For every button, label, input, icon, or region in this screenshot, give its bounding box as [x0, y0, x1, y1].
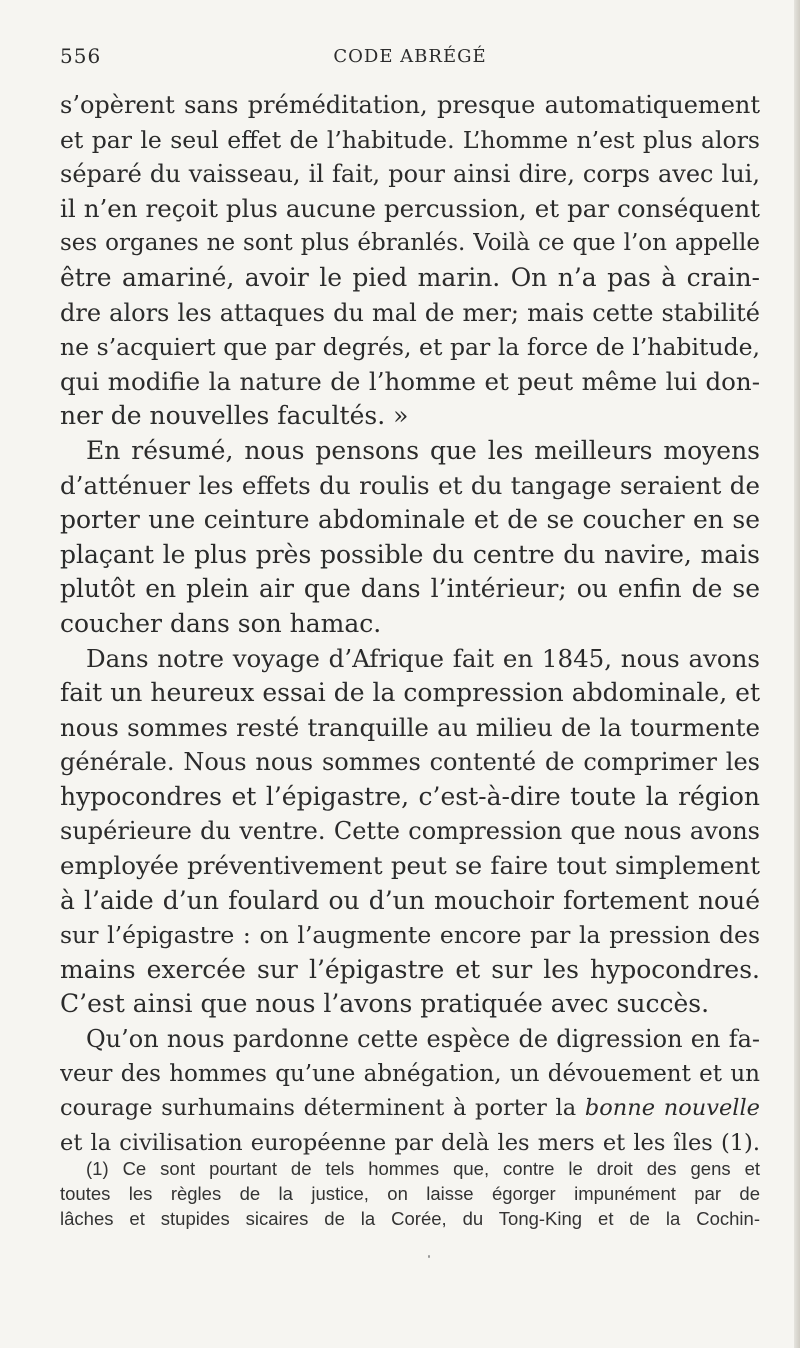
text-line: il n’en reçoit plus aucune percussion, et par conséquent — [60, 193, 760, 223]
text-line: courage surhumains déterminent à porter la bonne nouvelle — [60, 1095, 760, 1122]
running-title: CODE ABRÉGÉ — [333, 46, 487, 67]
text-line: nous sommes resté tranquille au milieu de la tourmente — [60, 712, 760, 742]
footnote-line: lâches et stupides sicaires de la Corée, du Tong-King et de la Cochin- — [60, 1208, 760, 1229]
text-line: être amariné, avoir le pied marin. On n’a pas à crain- — [60, 262, 760, 292]
text-line: plutôt en plein air que dans l’intérieur; ou enfin de se — [60, 574, 760, 604]
footnote-line: (1) Ce sont pourtant de tels hommes que, contre le droit des gens et — [86, 1158, 760, 1179]
text-line: ne s’acquiert que par degrés, et par la force de l’habitude, — [60, 333, 760, 362]
footnote-line: toutes les règles de la justice, on laisse égorger impunément par de — [60, 1183, 760, 1204]
text-line: dre alors les attaques du mal de mer; mais cette stabilité — [60, 298, 760, 327]
text-line: veur des hommes qu’une abnégation, un dévouement et un — [60, 1060, 760, 1087]
text-line: Dans notre voyage d’Afrique fait en 1845, nous avons — [86, 643, 760, 673]
text-line: hypocondres et l’épigastre, c’est-à-dire toute la région — [60, 781, 760, 811]
text-line: s’opèrent sans préméditation, presque automatiquement — [60, 91, 760, 119]
body-text — [60, 88, 760, 1160]
text-line: d’atténuer les effets du roulis et du tangage seraient de — [60, 470, 760, 500]
text-line: Qu’on nous pardonne cette espèce de digression en fa- — [86, 1025, 760, 1054]
page-edge — [794, 0, 800, 1348]
text-line: et par le seul effet de l’habitude. L’homme n’est plus alors — [60, 125, 760, 154]
page-number: 556 — [60, 44, 102, 68]
text-line: mains exercée sur l’épigastre et sur les hypocondres. — [60, 954, 760, 984]
text-line: coucher dans son hamac. — [60, 608, 382, 638]
text-line: supérieure du ventre. Cette compression que nous avons — [60, 817, 760, 846]
text-line: et la civilisation européenne par delà les mers et les îles (1). — [60, 1129, 760, 1156]
text-line: ner de nouvelles facultés. » — [60, 401, 409, 431]
text-line: qui modifie la nature de l’homme et peut même lui don- — [60, 366, 760, 396]
italic-phrase: bonne nouvelle — [584, 1095, 760, 1122]
text-line: ses organes ne sont plus ébranlés. Voilà ce que l’on appelle — [60, 230, 760, 257]
text-line: C’est ainsi que nous l’avons pratiquée avec succès. — [60, 989, 710, 1019]
text-line: générale. Nous nous sommes contenté de comprimer les — [60, 748, 760, 777]
text-line: fait un heureux essai de la compression abdominale, et — [60, 678, 760, 708]
text-line: employée préventivement peut se faire tout simplement — [60, 851, 760, 881]
print-speck — [428, 1255, 430, 1258]
text-line: porter une ceinture abdominale et de se coucher en se — [60, 505, 760, 535]
text-line: plaçant le plus près possible du centre du navire, mais — [60, 539, 760, 569]
text-line: sur l’épigastre : on l’augmente encore par la pression des — [60, 921, 760, 950]
page-header — [60, 44, 760, 84]
text-line: à l’aide d’un foulard ou d’un mouchoir fortement noué — [60, 885, 760, 915]
footnotes — [60, 1156, 760, 1231]
text-line: En résumé, nous pensons que les meilleurs moyens — [86, 435, 760, 465]
text-line: séparé du vaisseau, il fait, pour ainsi dire, corps avec lui, — [60, 160, 760, 189]
